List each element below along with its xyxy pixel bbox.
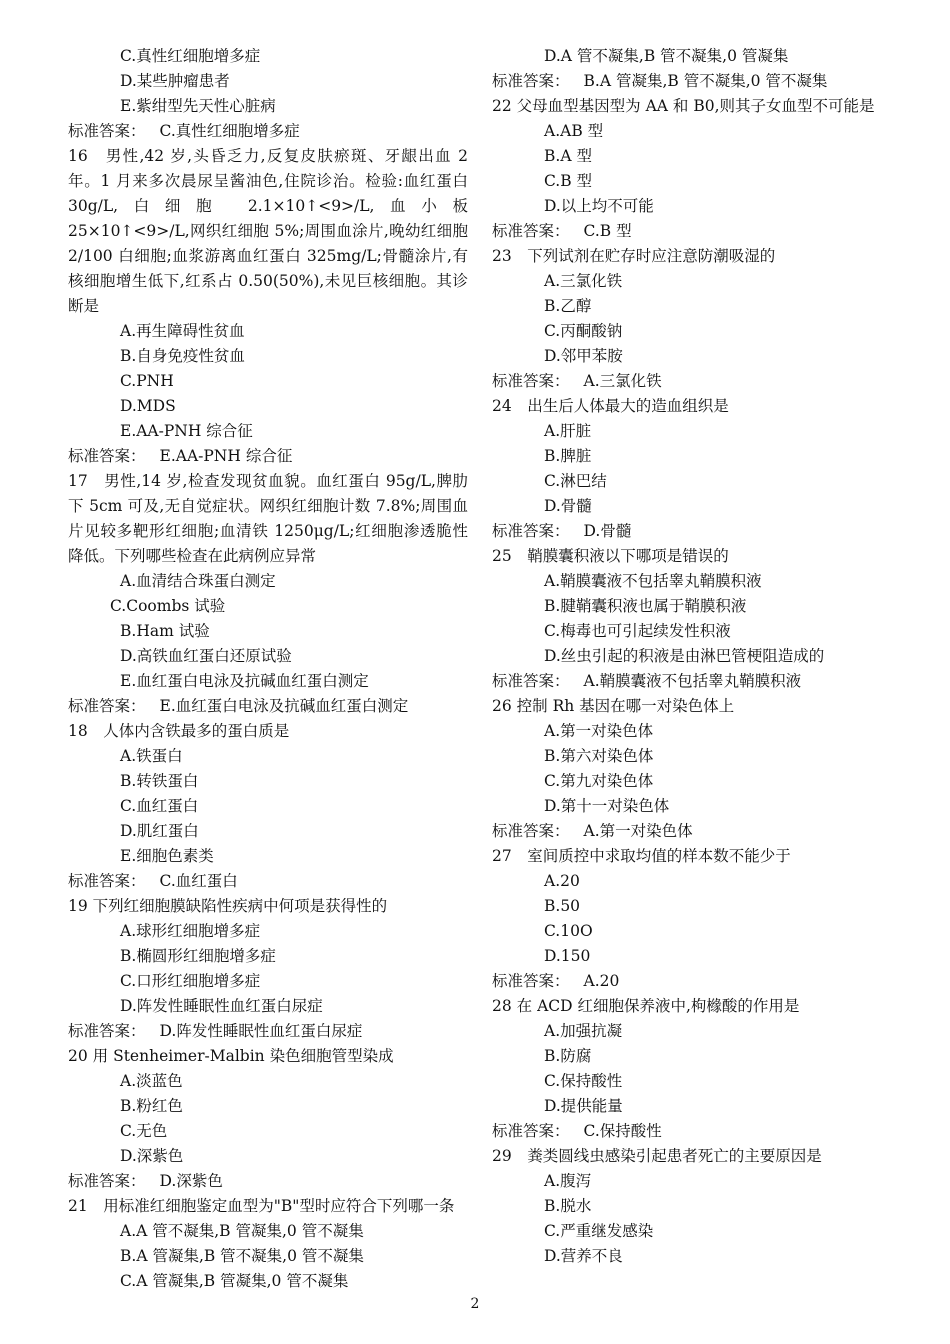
answer-option: C.Coombs 试验 [110, 597, 226, 615]
answer-option: B.粉红色 [120, 1097, 183, 1115]
answer-option: D.营养不良 [544, 1247, 623, 1265]
standard-answer-value: A.三氯化铁 [583, 372, 662, 390]
standard-answer [492, 69, 892, 94]
answer-option: A.肝脏 [544, 422, 592, 440]
answer-option: B.Ham 试验 [120, 622, 210, 640]
answer-option: A.铁蛋白 [120, 747, 183, 765]
answer-option: C.10O [544, 922, 593, 940]
answer-option: D.某些肿瘤患者 [120, 72, 230, 90]
answer-option: A.腹泻 [544, 1172, 592, 1190]
answer-option: B.脱水 [544, 1197, 592, 1215]
answer-option: D.邻甲苯胺 [544, 347, 623, 365]
answer-option: C.严重继发感染 [544, 1222, 654, 1240]
answer-option: B.乙醇 [544, 297, 592, 315]
page-number: 2 [470, 1296, 480, 1312]
answer-option: E.紫绀型先天性心脏病 [120, 97, 276, 115]
standard-answer-label: 标准答案： [68, 1172, 146, 1190]
answer-option: B.第六对染色体 [544, 747, 654, 765]
answer-option: A.再生障碍性贫血 [120, 322, 245, 340]
answer-option: B.A 管凝集,B 管不凝集,0 管不凝集 [120, 1247, 364, 1265]
question-stem: 17 男性,14 岁,检查发现贫血貌。血红蛋白 95g/L,脾肋下 5cm 可及,无自觉症状。网织红细胞计数 7.8%;周围血片见较多靶形红细胞;血清铁 1250μg/L;红细胞渗透脆性降低。下列哪些检查在此病例应异常 [68, 472, 468, 565]
standard-answer-value: C.真性红细胞增多症 [159, 122, 300, 140]
answer-option: D.丝虫引起的积液是由淋巴管梗阻造成的 [544, 647, 825, 665]
answer-option: D.阵发性睡眠性血红蛋白尿症 [120, 997, 323, 1015]
question-stem: 18 人体内含铁最多的蛋白质是 [68, 722, 290, 740]
question-stem: 24 出生后人体最大的造血组织是 [492, 397, 729, 415]
standard-answer [68, 1169, 468, 1194]
answer-option: D.高铁血红蛋白还原试验 [120, 647, 292, 665]
answer-option: D.骨髓 [544, 497, 592, 515]
question-stem: 20 用 Stenheimer-Malbin 染色细胞管型染成 [68, 1047, 394, 1065]
standard-answer-label: 标准答案： [492, 222, 570, 240]
standard-answer [492, 969, 892, 994]
answer-option: E.AA-PNH 综合征 [120, 422, 253, 440]
standard-answer [68, 444, 468, 469]
question-stem: 29 粪类圆线虫感染引起患者死亡的主要原因是 [492, 1147, 822, 1165]
standard-answer-label: 标准答案： [68, 697, 146, 715]
question-stem: 16 男性,42 岁,头昏乏力,反复皮肤瘀斑、牙龈出血 2 年。1 月来多次晨尿呈酱油色,住院诊治。检验:血红蛋白 30g/L,白细胞 2.1×10↑<9>/L,血小板 25×10↑<9>/L,网织红细胞 5%;周围血涂片,晚幼红细胞 2/100 白细胞;血浆游离血红蛋白 325mg/L;骨髓涂片,有核细胞增生低下,红系占 0.50(50%),未见巨核细胞。其诊断是 [68, 147, 468, 315]
standard-answer-label: 标准答案： [68, 447, 146, 465]
standard-answer [492, 1119, 892, 1144]
answer-option: A.球形红细胞增多症 [120, 922, 261, 940]
standard-answer [492, 669, 892, 694]
standard-answer-value: A.鞘膜囊液不包括睾丸鞘膜积液 [583, 672, 802, 690]
answer-option: A.A 管不凝集,B 管凝集,0 管不凝集 [120, 1222, 364, 1240]
answer-option: E.血红蛋白电泳及抗碱血红蛋白测定 [120, 672, 369, 690]
standard-answer-value: C.血红蛋白 [159, 872, 238, 890]
standard-answer [492, 369, 892, 394]
answer-option: D.MDS [120, 397, 176, 415]
answer-option: A.20 [544, 872, 580, 890]
answer-option: C.血红蛋白 [120, 797, 199, 815]
answer-option: A.淡蓝色 [120, 1072, 183, 1090]
answer-option: D.150 [544, 947, 591, 965]
answer-option: D.深紫色 [120, 1147, 184, 1165]
question-stem: 19 下列红细胞膜缺陷性疾病中何项是获得性的 [68, 897, 388, 915]
answer-option: C.PNH [120, 372, 174, 390]
standard-answer-value: E.AA-PNH 综合征 [159, 447, 293, 465]
standard-answer-label: 标准答案： [68, 1022, 146, 1040]
answer-option: A.AB 型 [544, 122, 604, 140]
answer-option: B.A 型 [544, 147, 592, 165]
answer-option: D.以上均不可能 [544, 197, 654, 215]
right-column [492, 44, 892, 1269]
left-column [68, 44, 468, 1294]
answer-option: C.口形红细胞增多症 [120, 972, 261, 990]
question-stem: 25 鞘膜囊积液以下哪项是错误的 [492, 547, 729, 565]
answer-option: C.梅毒也可引起续发性积液 [544, 622, 731, 640]
standard-answer [492, 219, 892, 244]
standard-answer [68, 694, 468, 719]
answer-option: C.保持酸性 [544, 1072, 623, 1090]
answer-option: C.丙酮酸钠 [544, 322, 623, 340]
answer-option: C.真性红细胞增多症 [120, 47, 261, 65]
standard-answer [68, 869, 468, 894]
standard-answer-label: 标准答案： [492, 522, 570, 540]
answer-option: B.脾脏 [544, 447, 592, 465]
standard-answer-value: C.B 型 [583, 222, 632, 240]
answer-option: B.自身免疫性贫血 [120, 347, 245, 365]
standard-answer-value: D.阵发性睡眠性血红蛋白尿症 [159, 1022, 363, 1040]
answer-option: C.淋巴结 [544, 472, 607, 490]
standard-answer-value: A.20 [583, 972, 620, 990]
answer-option: D.提供能量 [544, 1097, 623, 1115]
standard-answer [68, 119, 468, 144]
question-stem: 27 室间质控中求取均值的样本数不能少于 [492, 847, 791, 865]
answer-option: D.肌红蛋白 [120, 822, 199, 840]
answer-option: C.A 管凝集,B 管凝集,0 管不凝集 [120, 1272, 349, 1290]
standard-answer [492, 819, 892, 844]
standard-answer-value: C.保持酸性 [583, 1122, 662, 1140]
standard-answer-value: A.第一对染色体 [583, 822, 693, 840]
answer-option: A.第一对染色体 [544, 722, 654, 740]
question-stem: 23 下列试剂在贮存时应注意防潮吸湿的 [492, 247, 776, 265]
answer-option: A.血清结合珠蛋白测定 [120, 572, 276, 590]
answer-option: B.防腐 [544, 1047, 592, 1065]
answer-option: D.A 管不凝集,B 管不凝集,0 管凝集 [544, 47, 789, 65]
standard-answer-value: D.深紫色 [159, 1172, 223, 1190]
standard-answer-label: 标准答案： [68, 872, 146, 890]
standard-answer-label: 标准答案： [492, 672, 570, 690]
answer-option: C.B 型 [544, 172, 593, 190]
answer-option: A.三氯化铁 [544, 272, 623, 290]
answer-option: A.加强抗凝 [544, 1022, 623, 1040]
answer-option: D.第十一对染色体 [544, 797, 670, 815]
answer-option: B.转铁蛋白 [120, 772, 199, 790]
answer-option: C.无色 [120, 1122, 168, 1140]
standard-answer-value: E.血红蛋白电泳及抗碱血红蛋白测定 [159, 697, 409, 715]
answer-option: A.鞘膜囊液不包括睾丸鞘膜积液 [544, 572, 762, 590]
standard-answer-value: D.骨髓 [583, 522, 632, 540]
question-stem: 26 控制 Rh 基因在哪一对染色体上 [492, 697, 735, 715]
standard-answer-label: 标准答案： [492, 372, 570, 390]
answer-option: B.腱鞘囊积液也属于鞘膜积液 [544, 597, 747, 615]
standard-answer-value: B.A 管凝集,B 管不凝集,0 管不凝集 [583, 72, 828, 90]
question-stem: 28 在 ACD 红细胞保养液中,枸橼酸的作用是 [492, 997, 800, 1015]
standard-answer [492, 519, 892, 544]
question-stem: 21 用标准红细胞鉴定血型为"B"型时应符合下列哪一条 [68, 1197, 455, 1215]
answer-option: B.椭圆形红细胞增多症 [120, 947, 276, 965]
standard-answer [68, 1019, 468, 1044]
question-stem: 22 父母血型基因型为 AA 和 B0,则其子女血型不可能是 [492, 97, 875, 115]
answer-option: C.第九对染色体 [544, 772, 654, 790]
standard-answer-label: 标准答案： [492, 972, 570, 990]
answer-option: E.细胞色素类 [120, 847, 214, 865]
standard-answer-label: 标准答案： [492, 1122, 570, 1140]
standard-answer-label: 标准答案： [492, 822, 570, 840]
standard-answer-label: 标准答案： [492, 72, 570, 90]
standard-answer-label: 标准答案： [68, 122, 146, 140]
answer-option: B.50 [544, 897, 581, 915]
